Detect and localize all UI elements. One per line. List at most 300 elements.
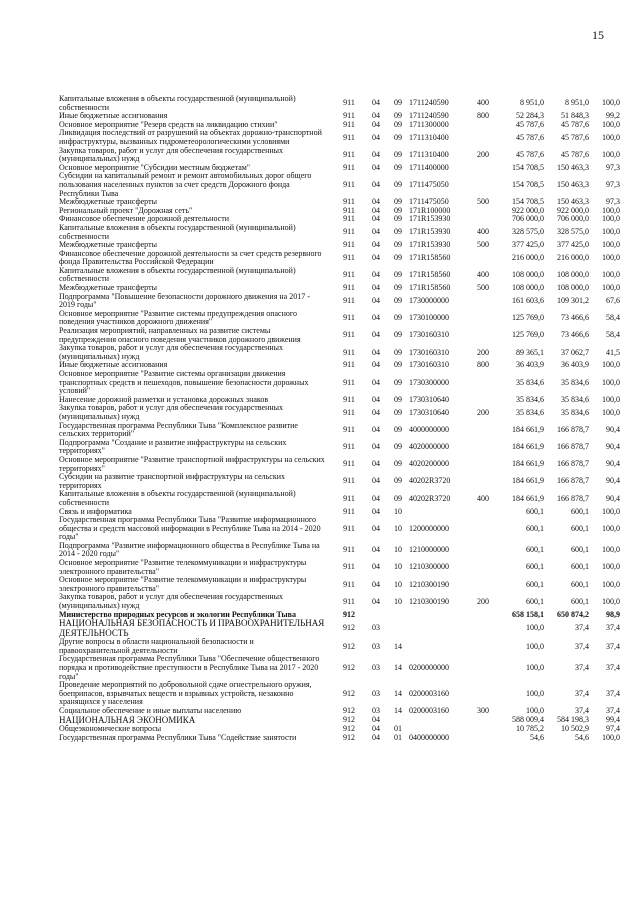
row-section-code: 04 [372,206,380,215]
row-target-article-code: 40202R3720 [409,476,451,486]
row-planned-amount: 125 769,0 [512,313,544,323]
row-execution-percent: 100,0 [602,733,620,742]
table-row [59,129,620,146]
row-executed-amount: 150 463,3 [557,163,589,172]
row-section-code: 04 [372,284,380,293]
row-executed-amount: 166 878,7 [557,459,589,469]
row-name: Основное мероприятие "Субсидии местным бюджетам" [59,162,251,172]
row-name: Капитальные вложения в объекты государственной (муниципальной) собственности [59,265,296,284]
row-section-code: 04 [372,596,380,606]
row-ved-code: 911 [343,270,355,280]
row-expense-type-code [471,611,495,620]
row-expense-type-code [471,215,495,224]
row-execution-percent: 100,0 [602,523,620,533]
row-planned-amount: 184 661,9 [512,476,544,486]
row-name: Основное мероприятие "Развитие системы организации движения транспортных средств и пешеходов, повышение безопасности дорожных условий" [59,369,309,396]
row-executed-amount: 166 878,7 [557,442,589,452]
row-target-article-code: 1711240590 [409,98,449,108]
row-subsection-code: 10 [394,507,402,516]
row-executed-amount: 45 787,6 [561,120,589,129]
row-target-article-code: 1711475050 [409,179,449,189]
row-subsection-code: 09 [394,163,402,172]
table-row [59,147,620,164]
row-section-code: 04 [372,733,380,742]
row-executed-amount: 37,4 [575,663,589,672]
row-expense-type-code [471,655,495,681]
row-planned-amount: 108 000,0 [512,284,544,293]
row-executed-amount: 328 575,0 [557,227,589,237]
row-name: Реализация мероприятий, направленных на развитие системы предупреждения опасного поведения участников дорожного движения [59,326,301,344]
table-row [59,172,620,198]
row-execution-percent: 100,0 [602,270,620,280]
row-executed-amount: 37,4 [575,706,589,715]
row-ved-code: 911 [343,132,355,142]
row-name: Подпрограмма "Создание и развитие инфраструктуры на сельских территориях" [59,437,287,456]
row-expense-type-code: 200 [477,407,489,417]
row-subsection-code: 09 [394,347,402,357]
row-name: Основное мероприятие "Развитие телекоммуникации и инфраструктуры электронного правительства" [59,558,307,576]
row-target-article-code: 1711475050 [409,198,449,207]
row-subsection-code: 09 [394,442,402,452]
row-section-code: 04 [372,377,380,387]
row-subsection-code [387,716,409,726]
row-subsection-code: 14 [394,688,402,698]
row-expense-type-code [471,129,495,146]
row-expense-type-code [471,681,495,707]
row-target-article-code: 171R153930 [409,227,451,237]
row-planned-amount: 89 365,1 [516,347,544,357]
row-name: НАЦИОНАЛЬНАЯ БЕЗОПАСНОСТЬ И ПРАВООХРАНИТЕЛЬНАЯ ДЕЯТЕЛЬНОСТЬ [59,618,325,638]
row-section-code: 04 [372,579,380,589]
row-expense-type-code: 500 [477,198,489,207]
row-name: Региональный проект "Дорожная сеть" [59,205,193,215]
row-target-article-code: 1730160310 [409,330,449,340]
row-section-code: 04 [372,493,380,503]
row-executed-amount: 166 878,7 [557,476,589,486]
row-target-article-code: 0400000000 [409,733,449,742]
row-planned-amount: 10 785,2 [516,725,544,734]
table-row [59,734,620,743]
row-execution-percent: 100,0 [602,252,620,262]
row-executed-amount: 51 848,3 [561,112,589,121]
row-subsection-code [387,611,409,620]
row-execution-percent: 100,0 [602,132,620,142]
row-execution-percent: 90,4 [606,442,620,452]
table-row [59,224,620,241]
row-section-code: 04 [372,179,380,189]
table-row [59,681,620,707]
row-section-code: 03 [372,641,380,651]
row-planned-amount: 108 000,0 [512,270,544,280]
row-expense-type-code [471,725,495,734]
row-ved-code: 911 [343,120,355,129]
row-ved-code: 911 [343,215,355,224]
row-executed-amount: 73 466,6 [561,330,589,340]
budget-table-body [59,95,620,742]
row-ved-code: 911 [343,179,355,189]
row-executed-amount: 35 834,6 [561,395,589,404]
row-subsection-code: 09 [394,179,402,189]
row-expense-type-code [471,396,495,405]
row-executed-amount: 150 463,3 [557,179,589,189]
row-planned-amount: 45 787,6 [516,132,544,142]
row-subsection-code: 09 [394,227,402,237]
row-ved-code: 911 [343,206,355,215]
row-name: НАЦИОНАЛЬНАЯ ЭКОНОМИКА [59,714,196,725]
row-target-article-code: 1730160310 [409,347,449,357]
row-subsection-code: 09 [394,215,402,224]
row-planned-amount: 706 000,0 [512,215,544,224]
row-planned-amount: 377 425,0 [512,241,544,250]
row-ved-code: 911 [343,579,355,589]
row-planned-amount: 125 769,0 [512,330,544,340]
row-name: Подпрограмма "Развитие информационного общества в Республике Тыва на 2014 - 2020 годы" [59,540,320,559]
row-section-code: 04 [372,545,380,555]
row-execution-percent: 100,0 [602,227,620,237]
row-ved-code: 911 [343,407,355,417]
row-expense-type-code [471,250,495,267]
row-subsection-code: 09 [394,377,402,387]
row-target-article-code: 1711310400 [409,149,449,159]
row-target-article-code: 1730310640 [409,395,449,404]
row-execution-percent: 90,4 [606,493,620,503]
row-planned-amount: 600,1 [526,579,544,589]
row-target-article-code: 1711310400 [409,132,449,142]
row-subsection-code: 09 [394,270,402,280]
row-subsection-code: 09 [394,284,402,293]
table-row [59,250,620,267]
row-ved-code: 912 [343,715,355,725]
row-section-code: 03 [372,623,380,633]
row-execution-percent: 100,0 [602,120,620,129]
row-expense-type-code [471,576,495,593]
row-expense-type-code: 800 [477,112,489,121]
row-subsection-code: 09 [394,295,402,305]
row-expense-type-code: 500 [477,284,489,293]
table-row [59,456,620,473]
page-number: 15 [592,28,604,42]
row-planned-amount: 154 708,5 [512,198,544,207]
row-section-code: 04 [372,476,380,486]
row-subsection-code: 09 [394,493,402,503]
row-expense-type-code [471,473,495,490]
row-execution-percent: 100,0 [602,562,620,572]
row-name: Государственная программа Республики Тыва "Содействие занятости [59,732,297,742]
row-section-code: 04 [372,313,380,323]
row-name: Капитальные вложения в объекты государственной (муниципальной) собственности [59,489,296,507]
row-execution-percent: 100,0 [602,206,620,215]
row-expense-type-code: 500 [477,241,489,250]
row-ved-code: 911 [343,284,355,293]
row-executed-amount: 37 062,7 [561,347,589,357]
row-execution-percent: 100,0 [602,596,620,606]
row-name: Иные бюджетные ассигнования [59,111,168,121]
row-execution-percent: 97,3 [606,179,620,189]
row-execution-percent: 100,0 [602,377,620,387]
row-name: Государственная программа Республики Тыва "Обеспечение общественного порядка и противодействие преступности в Республике Тыва на 2017 - 2020 годы" [59,654,320,681]
row-executed-amount: 45 787,6 [561,149,589,159]
row-execution-percent: 97,3 [606,163,620,172]
table-row [59,638,620,655]
table-row [59,619,620,638]
row-executed-amount: 600,1 [571,562,589,572]
row-ved-code: 911 [343,562,355,572]
row-name: Основное мероприятие "Развитие системы предупреждения опасного поведения участников дорожного движения" [59,308,297,327]
row-subsection-code: 09 [394,120,402,129]
row-section-code: 04 [372,132,380,142]
row-planned-amount: 600,1 [526,523,544,533]
row-target-article-code: 1730000000 [409,295,449,305]
table-row [59,655,620,681]
row-execution-percent: 100,0 [602,361,620,370]
row-target-article-code [409,725,471,734]
row-planned-amount: 184 661,9 [512,493,544,503]
row-execution-percent: 97,3 [606,198,620,207]
row-ved-code: 911 [343,424,355,434]
table-row [59,576,620,593]
row-executed-amount: 584 198,3 [557,715,589,725]
row-subsection-code: 14 [394,663,402,672]
row-name: Закупка товаров, работ и услуг для обеспечения государственных (муниципальных) нужд [59,145,284,164]
row-executed-amount: 73 466,6 [561,313,589,323]
table-row [59,439,620,456]
row-expense-type-code [471,207,495,216]
row-executed-amount: 108 000,0 [557,270,589,280]
table-row [59,344,620,361]
row-name: Социальное обеспечение и иные выплаты населению [59,705,242,715]
row-ved-code: 911 [343,252,355,262]
row-execution-percent: 37,4 [606,623,620,633]
row-execution-percent: 100,0 [602,149,620,159]
row-section-code: 04 [372,98,380,108]
row-expense-type-code [471,327,495,344]
row-planned-amount: 36 403,9 [516,361,544,370]
row-execution-percent: 37,4 [606,641,620,651]
row-section-code: 04 [372,715,380,725]
row-expense-type-code [471,619,495,638]
row-name: Ликвидация последствий от разрушений на объектах дорожно-транспортной инфраструктуры, вызванных гидрометеорологическими условиями [59,128,322,146]
row-target-article-code: 4020000000 [409,442,449,452]
row-subsection-code: 09 [394,330,402,340]
row-name: Проведение мероприятий по добровольной сдаче огнестрельного оружия, боеприпасов, взрывчатых веществ и взрывных устройств, незаконно хранящихся у населения [59,680,312,707]
row-expense-type-code [471,121,495,130]
row-target-article-code: 1711400000 [409,163,449,172]
row-name: Нанесение дорожной разметки и установка дорожных знаков [59,394,269,404]
row-planned-amount: 161 603,6 [512,295,544,305]
row-expense-type-code: 300 [477,706,489,715]
row-planned-amount: 8 951,0 [520,98,544,108]
row-name: Министерство природных ресурсов и экологии Республики Тыва [59,609,296,619]
row-ved-code: 911 [343,149,355,159]
row-executed-amount: 600,1 [571,596,589,606]
table-row [59,404,620,421]
row-subsection-code: 01 [394,725,402,734]
row-ved-code: 911 [343,347,355,357]
row-name: Другие вопросы в области национальной безопасности и правоохранительной деятельности [59,637,254,655]
budget-table [59,95,620,742]
row-expense-type-code: 400 [477,227,489,237]
row-planned-amount: 600,1 [526,562,544,572]
row-section-code: 04 [372,347,380,357]
row-executed-amount: 377 425,0 [557,241,589,250]
row-name: Основное мероприятие "Развитие транспортной инфраструктуры на сельских территориях" [59,454,325,473]
row-section-code: 04 [372,241,380,250]
row-target-article-code: 1730100000 [409,313,449,323]
row-ved-code: 911 [343,313,355,323]
row-section-code [365,611,387,620]
row-ved-code: 911 [343,361,355,370]
row-target-article-code: 171R153930 [409,215,451,224]
row-ved-code: 911 [343,98,355,108]
row-planned-amount: 100,0 [526,688,544,698]
row-subsection-code: 09 [394,424,402,434]
row-target-article-code: 1711300000 [409,120,449,129]
row-executed-amount: 600,1 [571,579,589,589]
row-subsection-code: 09 [394,132,402,142]
row-ved-code: 912 [343,610,355,619]
row-name: Финансовое обеспечение дорожной деятельности [59,214,229,224]
row-name: Капитальные вложения в объекты государственной (муниципальной) собственности [59,94,296,112]
row-section-code: 03 [372,688,380,698]
row-executed-amount: 600,1 [571,507,589,516]
row-section-code: 04 [372,252,380,262]
row-section-code: 04 [372,120,380,129]
row-expense-type-code [471,716,495,726]
row-ved-code: 911 [343,227,355,237]
row-executed-amount: 600,1 [571,545,589,555]
row-ved-code: 912 [343,663,355,672]
row-execution-percent: 67,6 [606,295,620,305]
row-planned-amount: 154 708,5 [512,179,544,189]
row-executed-amount: 54,6 [575,733,589,742]
row-subsection-code: 09 [394,252,402,262]
row-execution-percent: 100,0 [602,215,620,224]
row-target-article-code: 1730310640 [409,407,449,417]
row-subsection-code: 09 [394,112,402,121]
row-ved-code: 912 [343,733,355,742]
row-expense-type-code [471,370,495,396]
row-section-code: 04 [372,407,380,417]
row-target-article-code: 171R153930 [409,241,451,250]
row-execution-percent: 97,4 [606,725,620,734]
row-expense-type-code: 200 [477,596,489,606]
row-section-code: 04 [372,295,380,305]
row-execution-percent: 100,0 [602,579,620,589]
row-expense-type-code [471,516,495,542]
row-executed-amount: 166 878,7 [557,493,589,503]
row-ved-code: 911 [343,493,355,503]
row-expense-type-code [471,638,495,655]
row-target-article-code [409,716,471,726]
row-ved-code: 912 [343,688,355,698]
row-subsection-code: 10 [394,596,402,606]
row-name: Закупка товаров, работ и услуг для обеспечения государственных (муниципальных) нужд [59,592,284,611]
row-execution-percent: 100,0 [602,545,620,555]
row-section-code: 04 [372,149,380,159]
row-target-article-code: 1210000000 [409,545,449,555]
row-executed-amount: 35 834,6 [561,407,589,417]
row-subsection-code: 09 [394,241,402,250]
row-expense-type-code: 200 [477,149,489,159]
row-planned-amount: 600,1 [526,545,544,555]
row-executed-amount: 150 463,3 [557,198,589,207]
row-planned-amount: 45 787,6 [516,120,544,129]
row-name: Субсидии на развитие транспортной инфраструктуры на сельских территориях [59,472,285,490]
row-ved-code: 912 [343,641,355,651]
row-target-article-code: 0200003160 [409,706,449,715]
row-ved-code: 911 [343,377,355,387]
row-target-article-code: 1200000000 [409,523,449,533]
row-subsection-code: 09 [394,361,402,370]
row-target-article-code: 1730160310 [409,361,449,370]
row-executed-amount: 37,4 [575,688,589,698]
row-name: Иные бюджетные ассигнования [59,360,168,370]
row-expense-type-code [471,310,495,327]
row-ved-code: 911 [343,295,355,305]
row-name: Закупка товаров, работ и услуг для обеспечения государственных (муниципальных) нужд [59,403,284,421]
row-planned-amount: 184 661,9 [512,442,544,452]
row-section-code: 04 [372,725,380,734]
row-planned-amount: 35 834,6 [516,395,544,404]
row-planned-amount: 100,0 [526,663,544,672]
row-planned-amount: 154 708,5 [512,163,544,172]
row-target-article-code: 171R158560 [409,252,451,262]
row-name: Основное мероприятие "Развитие телекоммуникации и инфраструктуры электронного правительства" [59,575,307,593]
row-target-article-code: 171R158560 [409,270,451,280]
row-planned-amount: 35 834,6 [516,377,544,387]
row-name: Подпрограмма "Повышение безопасности дорожного движения на 2017 - 2019 годы" [59,291,310,310]
row-executed-amount: 37,4 [575,641,589,651]
row-section-code: 04 [372,330,380,340]
row-planned-amount: 100,0 [526,641,544,651]
row-planned-amount: 35 834,6 [516,407,544,417]
row-execution-percent: 90,4 [606,476,620,486]
row-executed-amount: 600,1 [571,523,589,533]
row-target-article-code: 4000000000 [409,424,449,434]
table-row [59,593,620,610]
row-subsection-code: 09 [394,407,402,417]
row-ved-code: 912 [343,725,355,734]
row-section-code: 04 [372,198,380,207]
row-ved-code: 911 [343,596,355,606]
row-name: Межбюджетные трансферты [59,283,157,293]
row-target-article-code [409,508,471,517]
row-executed-amount: 45 787,6 [561,132,589,142]
row-execution-percent: 100,0 [602,395,620,404]
row-executed-amount: 10 502,9 [561,725,589,734]
row-ved-code: 911 [343,241,355,250]
row-ved-code: 911 [343,523,355,533]
row-execution-percent: 100,0 [602,98,620,108]
row-planned-amount: 216 000,0 [512,252,544,262]
row-target-article-code: 0200003160 [409,688,449,698]
row-execution-percent: 99,2 [606,112,620,121]
row-target-article-code: 171R158560 [409,284,451,293]
row-executed-amount: 36 403,9 [561,361,589,370]
table-row [59,542,620,559]
row-subsection-code: 10 [394,562,402,572]
row-target-article-code: 4020200000 [409,459,449,469]
row-planned-amount: 600,1 [526,596,544,606]
row-target-article-code: 171R100000 [409,206,451,215]
row-ved-code: 911 [343,459,355,469]
row-target-article-code: 40202R3720 [409,493,451,503]
row-name: Финансовое обеспечение дорожной деятельности за счет средств резервного фонда Правительства Российской Федерации [59,248,322,267]
row-ved-code: 911 [343,476,355,486]
row-section-code: 04 [372,442,380,452]
row-section-code: 04 [372,523,380,533]
row-subsection-code: 09 [394,313,402,323]
